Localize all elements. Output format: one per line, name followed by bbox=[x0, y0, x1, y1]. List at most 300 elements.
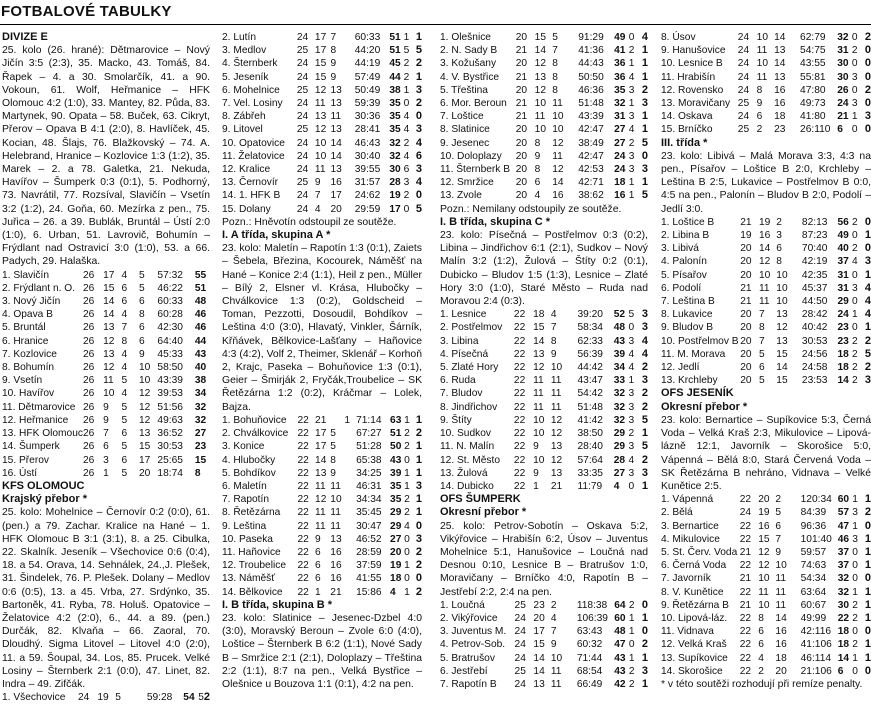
stat-cell bbox=[567, 84, 578, 97]
stat-cell bbox=[789, 84, 800, 97]
stat-cell: 12 bbox=[314, 84, 327, 96]
stat-cell: 12 bbox=[552, 164, 564, 176]
stat-cell: 22 bbox=[513, 388, 526, 400]
table-row bbox=[440, 123, 648, 136]
stat-cell: 36 bbox=[614, 71, 626, 83]
stat-cell: 60 bbox=[837, 494, 850, 506]
stat-cell bbox=[791, 295, 802, 308]
team-cell: 12. Jedlí bbox=[661, 362, 700, 374]
stat-cell: 20 bbox=[740, 243, 752, 255]
stat-cell: 11 bbox=[550, 678, 562, 690]
team-cell: 2. Bělá bbox=[661, 507, 693, 519]
stat-cell: 52 bbox=[613, 309, 626, 321]
stat-cell: 5 bbox=[758, 348, 765, 360]
stat-cell: 39:55 bbox=[354, 164, 381, 176]
stat-cell: 120:34 bbox=[800, 494, 832, 506]
table-row bbox=[661, 361, 871, 374]
stat-cell: 23 bbox=[774, 124, 786, 136]
stat-cell: 22 bbox=[739, 494, 752, 506]
stat-cell: 0 bbox=[628, 32, 635, 43]
stat-cell: 30 bbox=[837, 71, 849, 83]
table-row bbox=[661, 559, 871, 572]
stat-cell: 15 bbox=[776, 348, 788, 360]
stat-cell: 37 bbox=[837, 560, 850, 572]
team-cell: 15. Dolany bbox=[222, 203, 271, 215]
stat-cell: 22 bbox=[297, 454, 309, 466]
stat-cell: 12 bbox=[314, 124, 327, 136]
stat-cell: 51:56 bbox=[157, 401, 183, 413]
table-row bbox=[661, 255, 871, 268]
results-paragraph: 23. kolo: Libivá – Malá Morava 3:3, 4:3 na pen., Písařov – Loštice B 2:0, Krchleby – Leština B 2:5, Lukavice – Postřelmov B 0:0, 4:5 na pen., Palonín – Bludov B 2:0, Podolí – Jedlí 3:0. bbox=[661, 150, 871, 215]
table-row bbox=[222, 189, 422, 202]
stat-cell: 15:86 bbox=[356, 586, 382, 598]
table-row bbox=[2, 454, 210, 467]
stat-cell bbox=[791, 229, 802, 242]
stat-cell: 15 bbox=[533, 322, 545, 334]
stat-cell: 8 bbox=[550, 335, 557, 347]
stat-cell: 6 bbox=[758, 639, 764, 651]
stat-cell: 15 bbox=[103, 282, 115, 294]
stat-cell: 33 bbox=[613, 375, 626, 387]
stat-cell bbox=[567, 189, 578, 202]
stat-cell: 5 bbox=[641, 440, 648, 453]
stat-cell: 13 bbox=[550, 467, 563, 479]
table-row bbox=[440, 321, 648, 334]
stat-cell: 20 bbox=[740, 256, 752, 268]
stat-cell: 41:80 bbox=[800, 111, 826, 123]
stat-cell: 15 bbox=[534, 32, 547, 43]
table-row bbox=[440, 97, 648, 110]
stat-cell bbox=[789, 71, 800, 84]
stat-cell: 22 bbox=[513, 375, 526, 387]
team-cell: 10. Opatovice bbox=[222, 137, 285, 149]
stat-cell: 16 bbox=[758, 520, 770, 532]
stat-cell: 12 bbox=[315, 494, 327, 506]
stat-cell: 46:36 bbox=[578, 84, 604, 96]
stat-cell: 17 bbox=[330, 190, 342, 202]
stat-cell: 4 bbox=[628, 71, 635, 83]
stat-cell: 11 bbox=[550, 375, 562, 387]
stat-cell: 6 bbox=[103, 441, 109, 453]
stat-cell: 0 bbox=[852, 322, 858, 334]
stat-cell: 21 bbox=[515, 98, 528, 110]
stat-cell: 74:63 bbox=[800, 560, 827, 572]
stat-cell: 4 bbox=[403, 124, 410, 136]
stat-cell: 2 bbox=[415, 427, 422, 440]
stat-cell: 22 bbox=[297, 533, 309, 545]
stat-cell: 11 bbox=[533, 375, 544, 387]
stat-cell: 24 bbox=[77, 692, 90, 704]
stat-cell: 24 bbox=[737, 58, 750, 70]
stat-cell: 26 bbox=[82, 414, 95, 426]
stat-cell: 6 bbox=[138, 322, 145, 334]
note-text: Pozn.: Hněvotín odstoupil ze soutěže. bbox=[222, 216, 397, 228]
stat-cell: 8 bbox=[194, 467, 201, 479]
stat-cell: 22 bbox=[739, 665, 752, 677]
results-paragraph: 23. kolo: Maletín – Rapotín 1:3 (0:1), Zaiets – Šebela, Březina, Kocourek, Náměšť na Hané – Konice 2:4 (1:1), Heil z pen., Müller – Bílý 2, Elsner vl. Krása, Hlubočky – Chválkovice 1:3 (0:2), Goldscheid – Toman, Pezzotti, Dosoudil, Bohdíkov – Leština 4:0 (3:0), Hlavatý, Vinkler, Šárník, Křňávek, Bělkovice-Lašťany – Hañovice 4:3 (4:2), Volf 2, Theimer, Sklenář – Korhoň 2, Krajc, Paseka – Bohuňovice 1:3 (0:1), Geier – Šmirják 2, Fryčák,Troubelice – SK Řetězárna 1:2 (0:2), Kráčmar – Lolek, Bajza. bbox=[222, 243, 422, 413]
stat-cell: 3 bbox=[641, 163, 648, 176]
page-header bbox=[0, 0, 871, 25]
stat-cell: 8 bbox=[776, 256, 782, 268]
stat-cell: 8 bbox=[552, 71, 558, 83]
team-cell: 14. Dubicko bbox=[440, 480, 494, 492]
stat-cell: 37 bbox=[837, 256, 849, 268]
stat-cell: 1 bbox=[641, 57, 648, 70]
team-cell: 5. Bruntál bbox=[2, 322, 46, 334]
stat-cell: 42:35 bbox=[801, 269, 828, 281]
section-heading: III. třída * bbox=[661, 136, 708, 149]
stat-cell: 4 bbox=[758, 652, 764, 664]
stat-cell: 30 bbox=[389, 164, 401, 176]
stat-cell: 4 bbox=[534, 190, 541, 202]
stat-cell: 39 bbox=[613, 348, 626, 360]
stat-cell: 35 bbox=[390, 494, 402, 506]
stat-cell: 0 bbox=[641, 625, 648, 638]
stat-cell: 55:81 bbox=[800, 71, 826, 83]
stat-cell bbox=[790, 506, 801, 519]
stat-cell: 24 bbox=[296, 203, 309, 215]
stat-cell: 43 bbox=[614, 652, 626, 664]
stat-cell: 37 bbox=[837, 546, 850, 558]
page-title: FOTBALOVÉ TABULKY bbox=[1, 3, 172, 20]
stat-cell: 15 bbox=[314, 71, 327, 83]
stat-cell bbox=[790, 559, 801, 572]
stat-cell: 2 bbox=[864, 361, 871, 374]
stat-cell: 11:79 bbox=[577, 480, 603, 492]
stat-cell: 40 bbox=[837, 243, 849, 255]
stat-cell bbox=[790, 520, 801, 533]
column-3 bbox=[440, 31, 648, 690]
stat-cell bbox=[566, 665, 577, 678]
stat-cell: 29:59 bbox=[354, 203, 381, 215]
stat-cell bbox=[345, 189, 355, 202]
table-row bbox=[2, 414, 210, 427]
stat-cell: 0 bbox=[864, 44, 871, 57]
stat-cell: 0 bbox=[852, 296, 858, 308]
stat-cell: 5 bbox=[641, 189, 648, 202]
table-row bbox=[440, 348, 648, 361]
stat-cell bbox=[567, 97, 578, 110]
stat-cell: 49:63 bbox=[157, 414, 183, 426]
stat-cell: 43:47 bbox=[577, 375, 603, 387]
stat-cell bbox=[566, 440, 578, 453]
table-row bbox=[661, 71, 871, 84]
stat-cell bbox=[790, 638, 801, 651]
stat-cell: 0 bbox=[852, 626, 858, 638]
stat-cell: 17 bbox=[314, 45, 327, 57]
stat-cell: 12 bbox=[103, 362, 115, 374]
stat-cell: 10 bbox=[776, 269, 788, 281]
column-2 bbox=[222, 31, 422, 690]
stat-cell: 13 bbox=[774, 45, 786, 57]
stat-cell: 46 bbox=[194, 309, 207, 321]
stat-cell: 9 bbox=[330, 58, 337, 70]
stat-cell: 25 bbox=[514, 599, 526, 611]
stat-cell: 24:56 bbox=[801, 348, 828, 360]
stat-cell: 40 bbox=[194, 362, 207, 374]
stat-cell: 15 bbox=[533, 639, 545, 651]
stat-cell: 3 bbox=[628, 335, 635, 347]
stat-cell: 11 bbox=[103, 375, 114, 387]
stat-cell: 0 bbox=[415, 189, 422, 202]
stat-cell: 35 bbox=[389, 124, 401, 136]
stat-cell: 22 bbox=[297, 467, 309, 479]
stat-cell: 58:50 bbox=[157, 362, 183, 374]
stat-cell: 2 bbox=[415, 57, 422, 70]
team-cell: 12. Smržice bbox=[440, 177, 494, 189]
stat-cell: 9 bbox=[756, 98, 763, 110]
stat-cell: 67:27 bbox=[356, 428, 382, 440]
team-cell: 4. Šternberk bbox=[222, 58, 278, 70]
stat-cell: 10 bbox=[775, 560, 787, 572]
team-cell: 7. Kozlovice bbox=[2, 348, 57, 360]
team-cell: 2. Vikýřovice bbox=[440, 612, 498, 624]
table-row bbox=[222, 57, 422, 70]
stat-cell: 63 bbox=[390, 414, 402, 426]
stat-cell: 5 bbox=[138, 282, 145, 294]
standings-table bbox=[222, 414, 422, 599]
stat-cell: 14 bbox=[776, 362, 788, 374]
table-row bbox=[222, 123, 422, 136]
stat-cell: 11 bbox=[552, 150, 563, 162]
stat-cell: 59:57 bbox=[800, 546, 827, 558]
stat-cell: 26 bbox=[82, 375, 95, 387]
stat-cell: 16 bbox=[330, 573, 342, 585]
table-row bbox=[440, 480, 648, 493]
stat-cell: 22 bbox=[297, 414, 309, 426]
table-row bbox=[440, 467, 648, 480]
team-cell: 13. Krchleby bbox=[661, 375, 718, 387]
stat-cell: 3 bbox=[628, 84, 635, 96]
stat-cell: 14 bbox=[774, 58, 786, 70]
table-row bbox=[661, 625, 871, 638]
stat-cell: 0 bbox=[628, 480, 635, 492]
stat-cell: 22 bbox=[513, 428, 526, 440]
table-row bbox=[661, 348, 871, 361]
stat-cell: 1 bbox=[415, 440, 422, 453]
stat-cell: 20 bbox=[740, 335, 752, 347]
stat-cell bbox=[344, 467, 356, 480]
stat-cell: 24 bbox=[296, 111, 309, 123]
stat-cell: 22 bbox=[297, 494, 309, 506]
stat-cell: 46:43 bbox=[354, 137, 381, 149]
team-cell: 13. Náměšť bbox=[222, 573, 276, 585]
stat-cell: 22 bbox=[739, 560, 752, 572]
stat-cell: 2 bbox=[641, 400, 648, 413]
table-row bbox=[661, 506, 871, 519]
stat-cell: 59:39 bbox=[354, 98, 381, 110]
table-row bbox=[661, 110, 871, 123]
stat-cell: 39:53 bbox=[157, 388, 183, 400]
stat-cell: 12 bbox=[533, 362, 545, 374]
stat-cell: 4 bbox=[641, 347, 648, 360]
stat-cell: 10 bbox=[758, 599, 770, 611]
stat-cell: 9 bbox=[315, 533, 321, 545]
stat-cell: 2 bbox=[852, 612, 858, 624]
stat-cell: 17 bbox=[315, 428, 327, 440]
team-cell: 8. Zábřeh bbox=[222, 111, 266, 123]
stat-cell: 0 bbox=[852, 546, 858, 558]
stat-cell bbox=[790, 572, 801, 585]
table-row bbox=[440, 414, 648, 427]
stat-cell: 15 bbox=[194, 454, 207, 466]
stat-cell: 30 bbox=[837, 599, 850, 611]
stat-cell: 22 bbox=[513, 362, 526, 374]
stat-cell: 47:80 bbox=[800, 84, 826, 96]
stat-cell: 49 bbox=[614, 32, 626, 43]
stat-cell: 2 bbox=[864, 506, 871, 519]
stat-cell: 28:40 bbox=[577, 441, 603, 453]
team-cell: 11. Hrabišín bbox=[661, 71, 716, 83]
table-row bbox=[2, 335, 210, 348]
stat-cell: 54:34 bbox=[800, 573, 827, 585]
stat-cell: 39:20 bbox=[577, 309, 603, 321]
team-cell: 4. Opava B bbox=[2, 309, 53, 321]
stat-cell: 16 bbox=[775, 639, 787, 651]
stat-cell: 64:40 bbox=[157, 335, 183, 347]
table-row bbox=[440, 176, 648, 189]
stat-cell: 45:33 bbox=[157, 348, 183, 360]
stat-cell: 5 bbox=[121, 375, 128, 387]
stat-cell: 62:79 bbox=[800, 32, 826, 43]
stat-cell bbox=[789, 31, 800, 44]
stat-cell: 26 bbox=[837, 84, 849, 96]
stat-cell: 22 bbox=[513, 441, 526, 453]
stat-cell: 70:40 bbox=[801, 243, 828, 255]
stat-cell: 1 bbox=[415, 506, 422, 519]
team-cell: 3. Juventus M. bbox=[440, 626, 507, 638]
stat-cell: 12 bbox=[550, 414, 563, 426]
stat-cell: 19 bbox=[740, 230, 752, 242]
stat-cell: 0 bbox=[851, 32, 858, 43]
stat-cell: 35:45 bbox=[356, 507, 382, 519]
stat-cell: 10 bbox=[758, 269, 771, 281]
stat-cell: 3 bbox=[641, 308, 648, 321]
table-row bbox=[222, 572, 422, 585]
stat-cell: 1 bbox=[628, 612, 635, 624]
stat-cell: 45:37 bbox=[801, 282, 828, 294]
stat-cell bbox=[791, 308, 802, 321]
stat-cell: 24 bbox=[296, 190, 309, 202]
stat-cell: 1 bbox=[641, 479, 648, 492]
stat-cell: 57:64 bbox=[577, 454, 603, 466]
stat-cell: 4 bbox=[314, 203, 321, 215]
team-cell: 13. Moravičany bbox=[661, 98, 731, 110]
stat-cell: 32 bbox=[194, 401, 207, 413]
stat-cell: 32 bbox=[613, 401, 626, 413]
stat-cell: 29 bbox=[613, 428, 626, 440]
stat-cell: 44 bbox=[389, 71, 401, 83]
stat-cell bbox=[566, 387, 578, 400]
stat-cell: 29 bbox=[613, 441, 626, 453]
stat-cell: 4 bbox=[628, 362, 635, 374]
stat-cell: 44:43 bbox=[578, 58, 604, 70]
stat-cell: 57 bbox=[837, 507, 850, 519]
stat-cell: 36:52 bbox=[157, 428, 183, 440]
stat-cell: 16 bbox=[330, 560, 342, 572]
stat-cell bbox=[567, 163, 578, 176]
stat-cell: 23 bbox=[837, 322, 849, 334]
stat-cell: 0 bbox=[403, 203, 410, 215]
stat-cell: 11 bbox=[533, 401, 544, 413]
stat-cell: 22 bbox=[297, 520, 309, 532]
team-cell: 9. Vsetín bbox=[2, 375, 43, 387]
stat-cell: 22 bbox=[297, 507, 309, 519]
stat-cell: 39 bbox=[390, 467, 402, 479]
stat-cell: 22 bbox=[297, 586, 309, 598]
team-cell: 12. Kralice bbox=[222, 164, 271, 176]
stat-cell: 2 bbox=[403, 137, 410, 149]
table-row bbox=[222, 203, 422, 216]
stat-cell: 24 bbox=[514, 612, 526, 624]
stat-cell: 71:44 bbox=[576, 652, 603, 664]
stat-cell: 3 bbox=[851, 71, 858, 83]
team-cell: 14. Bělkovice bbox=[222, 586, 283, 598]
stat-cell: 54 bbox=[183, 692, 195, 704]
table-row bbox=[440, 189, 648, 202]
section-subheading: Krajský přebor * bbox=[2, 493, 87, 506]
stat-cell: 18 bbox=[390, 573, 402, 585]
table-row bbox=[222, 520, 422, 533]
stat-cell: 96:36 bbox=[800, 520, 827, 532]
stat-cell: 26 bbox=[82, 269, 95, 281]
stat-cell: 51:28 bbox=[356, 441, 382, 453]
stat-cell: 24 bbox=[514, 652, 526, 664]
stat-cell: 21 bbox=[740, 216, 752, 228]
stat-cell bbox=[791, 269, 802, 282]
stat-cell: 44:19 bbox=[354, 58, 381, 70]
stat-cell: 2 bbox=[852, 243, 858, 255]
stat-cell: 4 bbox=[404, 520, 410, 532]
team-cell: 15. Přerov bbox=[2, 454, 49, 466]
stat-cell: 0 bbox=[864, 215, 871, 228]
stat-cell: 7 bbox=[775, 533, 782, 545]
stat-cell: 22 bbox=[513, 414, 526, 426]
stat-cell: 5 bbox=[628, 309, 635, 321]
stat-cell: 5 bbox=[121, 467, 128, 479]
stat-cell: 25 bbox=[296, 124, 309, 136]
stat-cell: 20 bbox=[515, 84, 528, 96]
stat-cell: 0 bbox=[851, 84, 858, 96]
stat-cell: 1 bbox=[864, 638, 871, 651]
stat-cell: 2 bbox=[851, 45, 858, 57]
stat-cell: 24 bbox=[296, 164, 309, 176]
stat-cell: 51 bbox=[389, 32, 401, 43]
stat-cell: 13 bbox=[534, 71, 547, 83]
stat-cell: 12 bbox=[550, 454, 563, 466]
stat-cell: 20 bbox=[515, 32, 528, 43]
stat-cell: 23 bbox=[194, 441, 207, 453]
table-row bbox=[2, 308, 210, 321]
stat-cell: 24 bbox=[296, 137, 309, 149]
team-cell: 10. Havířov bbox=[2, 388, 55, 400]
table-row bbox=[440, 71, 648, 84]
stat-cell: 60:67 bbox=[800, 599, 827, 611]
stat-cell: 21 bbox=[515, 111, 528, 123]
team-cell: 1. Lesnice bbox=[440, 309, 487, 321]
stat-cell: 6 bbox=[121, 454, 128, 466]
team-cell: 5. Jeseník bbox=[222, 71, 269, 83]
stat-cell: 38 bbox=[389, 84, 401, 96]
stat-cell: 21 bbox=[315, 414, 327, 426]
stat-cell: 38:49 bbox=[578, 137, 604, 149]
stat-cell: 1 bbox=[864, 559, 871, 572]
team-cell: 6. Maletín bbox=[222, 480, 267, 492]
stat-cell: 3 bbox=[852, 533, 858, 545]
table-row bbox=[440, 335, 648, 348]
stat-cell bbox=[345, 44, 355, 57]
team-cell: 10. Lipová-láz. bbox=[661, 612, 728, 624]
